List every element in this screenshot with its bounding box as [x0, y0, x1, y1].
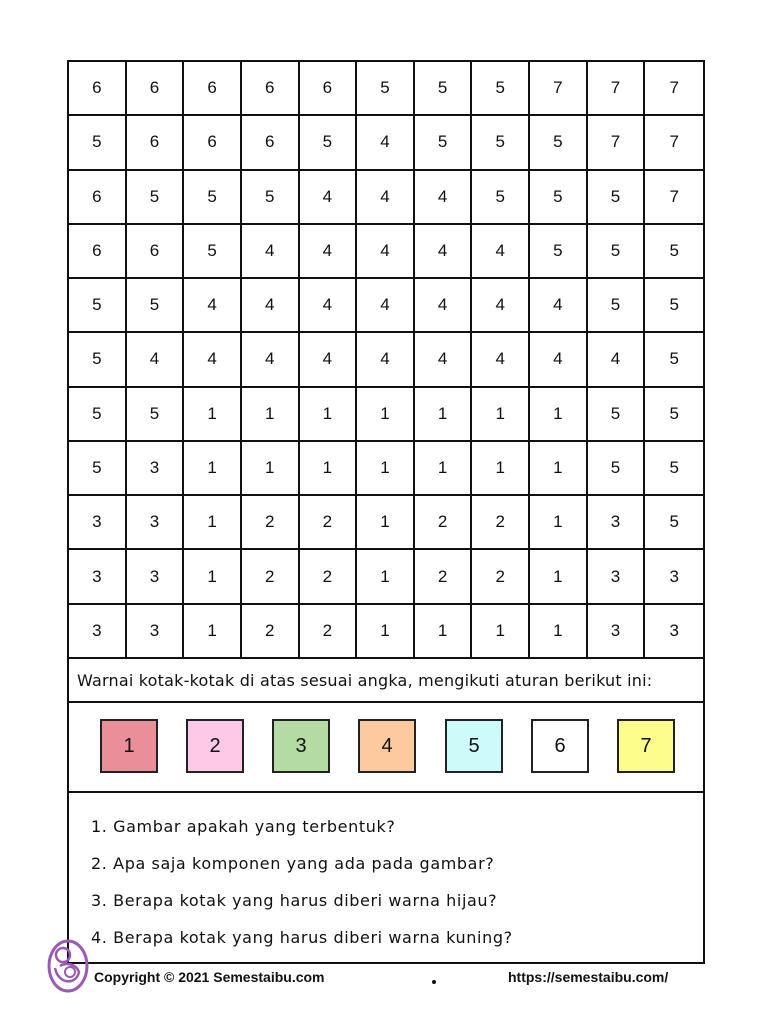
grid-cell: 5 [69, 116, 127, 170]
grid-cell: 4 [127, 333, 185, 387]
grid-cell: 1 [357, 388, 415, 442]
grid-cell: 4 [242, 333, 300, 387]
grid-cell: 5 [357, 62, 415, 116]
grid-cell: 5 [69, 279, 127, 333]
grid-cell: 2 [242, 605, 300, 659]
grid-cell: 6 [242, 116, 300, 170]
grid-cell: 6 [127, 62, 185, 116]
grid-cell: 3 [127, 496, 185, 550]
grid-cell: 5 [588, 279, 646, 333]
grid-cell: 2 [415, 496, 473, 550]
grid-cell: 1 [530, 605, 588, 659]
grid-cell: 3 [69, 550, 127, 604]
grid-cell: 1 [472, 605, 530, 659]
grid-cell: 7 [588, 62, 646, 116]
grid-cell: 4 [300, 171, 358, 225]
grid-cell: 4 [357, 279, 415, 333]
grid-cell: 1 [530, 442, 588, 496]
grid-cell: 4 [472, 333, 530, 387]
grid-cell: 4 [242, 225, 300, 279]
grid-cell: 5 [415, 62, 473, 116]
grid-cell: 1 [184, 388, 242, 442]
grid-cell: 1 [530, 550, 588, 604]
grid-cell: 4 [300, 333, 358, 387]
grid-cell: 5 [184, 171, 242, 225]
separator-dot [432, 980, 436, 984]
grid-cell: 5 [415, 116, 473, 170]
grid-cell: 7 [645, 62, 703, 116]
grid-cell: 4 [300, 279, 358, 333]
grid-cell: 4 [530, 333, 588, 387]
grid-cell: 5 [472, 116, 530, 170]
grid-cell: 1 [357, 550, 415, 604]
grid-cell: 2 [300, 605, 358, 659]
grid-cell: 2 [300, 550, 358, 604]
question-1: 1. Gambar apakah yang terbentuk? [91, 817, 396, 836]
grid-cell: 7 [645, 116, 703, 170]
grid-cell: 4 [415, 225, 473, 279]
grid-cell: 7 [645, 171, 703, 225]
grid-cell: 5 [472, 62, 530, 116]
grid-cell: 1 [184, 605, 242, 659]
grid-cell: 3 [69, 496, 127, 550]
grid-cell: 2 [242, 496, 300, 550]
grid-cell: 5 [530, 225, 588, 279]
grid-cell: 1 [357, 605, 415, 659]
grid-cell: 4 [357, 225, 415, 279]
grid-cell: 5 [645, 388, 703, 442]
grid-cell: 1 [472, 388, 530, 442]
question-4: 4. Berapa kotak yang harus diberi warna kuning? [91, 928, 513, 947]
grid-cell: 6 [69, 171, 127, 225]
grid-cell: 3 [588, 550, 646, 604]
question-3: 3. Berapa kotak yang harus diberi warna hijau? [91, 891, 498, 910]
grid-cell: 5 [472, 171, 530, 225]
instruction-text: Warnai kotak-kotak di atas sesuai angka, mengikuti aturan berikut ini: [69, 659, 703, 703]
grid-cell: 1 [242, 442, 300, 496]
grid-cell: 5 [588, 225, 646, 279]
color-swatch-7: 7 [617, 719, 675, 773]
question-list [69, 793, 703, 963]
grid-cell: 5 [69, 388, 127, 442]
grid-cell: 2 [415, 550, 473, 604]
grid-cell: 2 [300, 496, 358, 550]
grid-cell: 5 [242, 171, 300, 225]
grid-cell: 3 [588, 605, 646, 659]
grid-cell: 4 [184, 333, 242, 387]
color-swatch-6: 6 [531, 719, 589, 773]
grid-cell: 4 [357, 171, 415, 225]
grid-cell: 6 [127, 116, 185, 170]
color-swatch-2: 2 [186, 719, 244, 773]
grid-cell: 5 [645, 279, 703, 333]
grid-cell: 4 [588, 333, 646, 387]
grid-cell: 2 [242, 550, 300, 604]
grid-cell: 5 [645, 496, 703, 550]
grid-cell: 5 [588, 171, 646, 225]
grid-cell: 1 [184, 496, 242, 550]
color-swatch-4: 4 [358, 719, 416, 773]
number-grid [69, 62, 703, 659]
grid-cell: 1 [530, 388, 588, 442]
grid-cell: 1 [472, 442, 530, 496]
grid-cell: 4 [530, 279, 588, 333]
grid-cell: 1 [184, 442, 242, 496]
question-2: 2. Apa saja komponen yang ada pada gambar? [91, 854, 495, 873]
grid-cell: 5 [530, 116, 588, 170]
grid-cell: 4 [242, 279, 300, 333]
grid-cell: 3 [127, 550, 185, 604]
grid-cell: 1 [415, 442, 473, 496]
grid-cell: 2 [472, 496, 530, 550]
copyright-text: Copyright © 2021 Semestaibu.com [94, 969, 325, 985]
grid-cell: 1 [357, 442, 415, 496]
grid-cell: 1 [357, 496, 415, 550]
grid-cell: 3 [127, 605, 185, 659]
grid-cell: 3 [127, 442, 185, 496]
grid-cell: 5 [645, 442, 703, 496]
grid-cell: 7 [530, 62, 588, 116]
grid-cell: 5 [645, 333, 703, 387]
grid-cell: 5 [588, 388, 646, 442]
grid-cell: 5 [184, 225, 242, 279]
grid-cell: 2 [472, 550, 530, 604]
grid-cell: 4 [472, 225, 530, 279]
grid-cell: 1 [300, 388, 358, 442]
color-swatch-5: 5 [445, 719, 503, 773]
grid-cell: 6 [184, 116, 242, 170]
grid-cell: 1 [530, 496, 588, 550]
color-swatch-3: 3 [272, 719, 330, 773]
grid-cell: 5 [300, 116, 358, 170]
grid-cell: 5 [645, 225, 703, 279]
grid-cell: 1 [415, 605, 473, 659]
grid-cell: 1 [300, 442, 358, 496]
grid-cell: 5 [588, 442, 646, 496]
grid-cell: 3 [588, 496, 646, 550]
grid-cell: 4 [357, 333, 415, 387]
website-link[interactable]: https://semestaibu.com/ [508, 969, 669, 985]
grid-cell: 1 [242, 388, 300, 442]
grid-cell: 5 [127, 388, 185, 442]
grid-cell: 4 [184, 279, 242, 333]
grid-cell: 6 [69, 62, 127, 116]
grid-cell: 6 [69, 225, 127, 279]
grid-cell: 6 [300, 62, 358, 116]
grid-cell: 4 [357, 116, 415, 170]
grid-cell: 4 [415, 171, 473, 225]
grid-cell: 3 [69, 605, 127, 659]
grid-cell: 7 [588, 116, 646, 170]
grid-cell: 3 [645, 605, 703, 659]
grid-cell: 5 [530, 171, 588, 225]
grid-cell: 6 [242, 62, 300, 116]
grid-cell: 4 [415, 279, 473, 333]
grid-cell: 4 [300, 225, 358, 279]
grid-cell: 4 [472, 279, 530, 333]
grid-cell: 1 [415, 388, 473, 442]
grid-cell: 3 [645, 550, 703, 604]
grid-cell: 1 [184, 550, 242, 604]
grid-cell: 4 [415, 333, 473, 387]
grid-cell: 5 [69, 442, 127, 496]
worksheet [67, 60, 705, 964]
baby-logo-icon [46, 938, 90, 994]
grid-cell: 5 [127, 279, 185, 333]
grid-cell: 5 [69, 333, 127, 387]
grid-cell: 6 [184, 62, 242, 116]
color-swatch-1: 1 [100, 719, 158, 773]
color-legend [69, 703, 703, 793]
grid-cell: 5 [127, 171, 185, 225]
grid-cell: 6 [127, 225, 185, 279]
